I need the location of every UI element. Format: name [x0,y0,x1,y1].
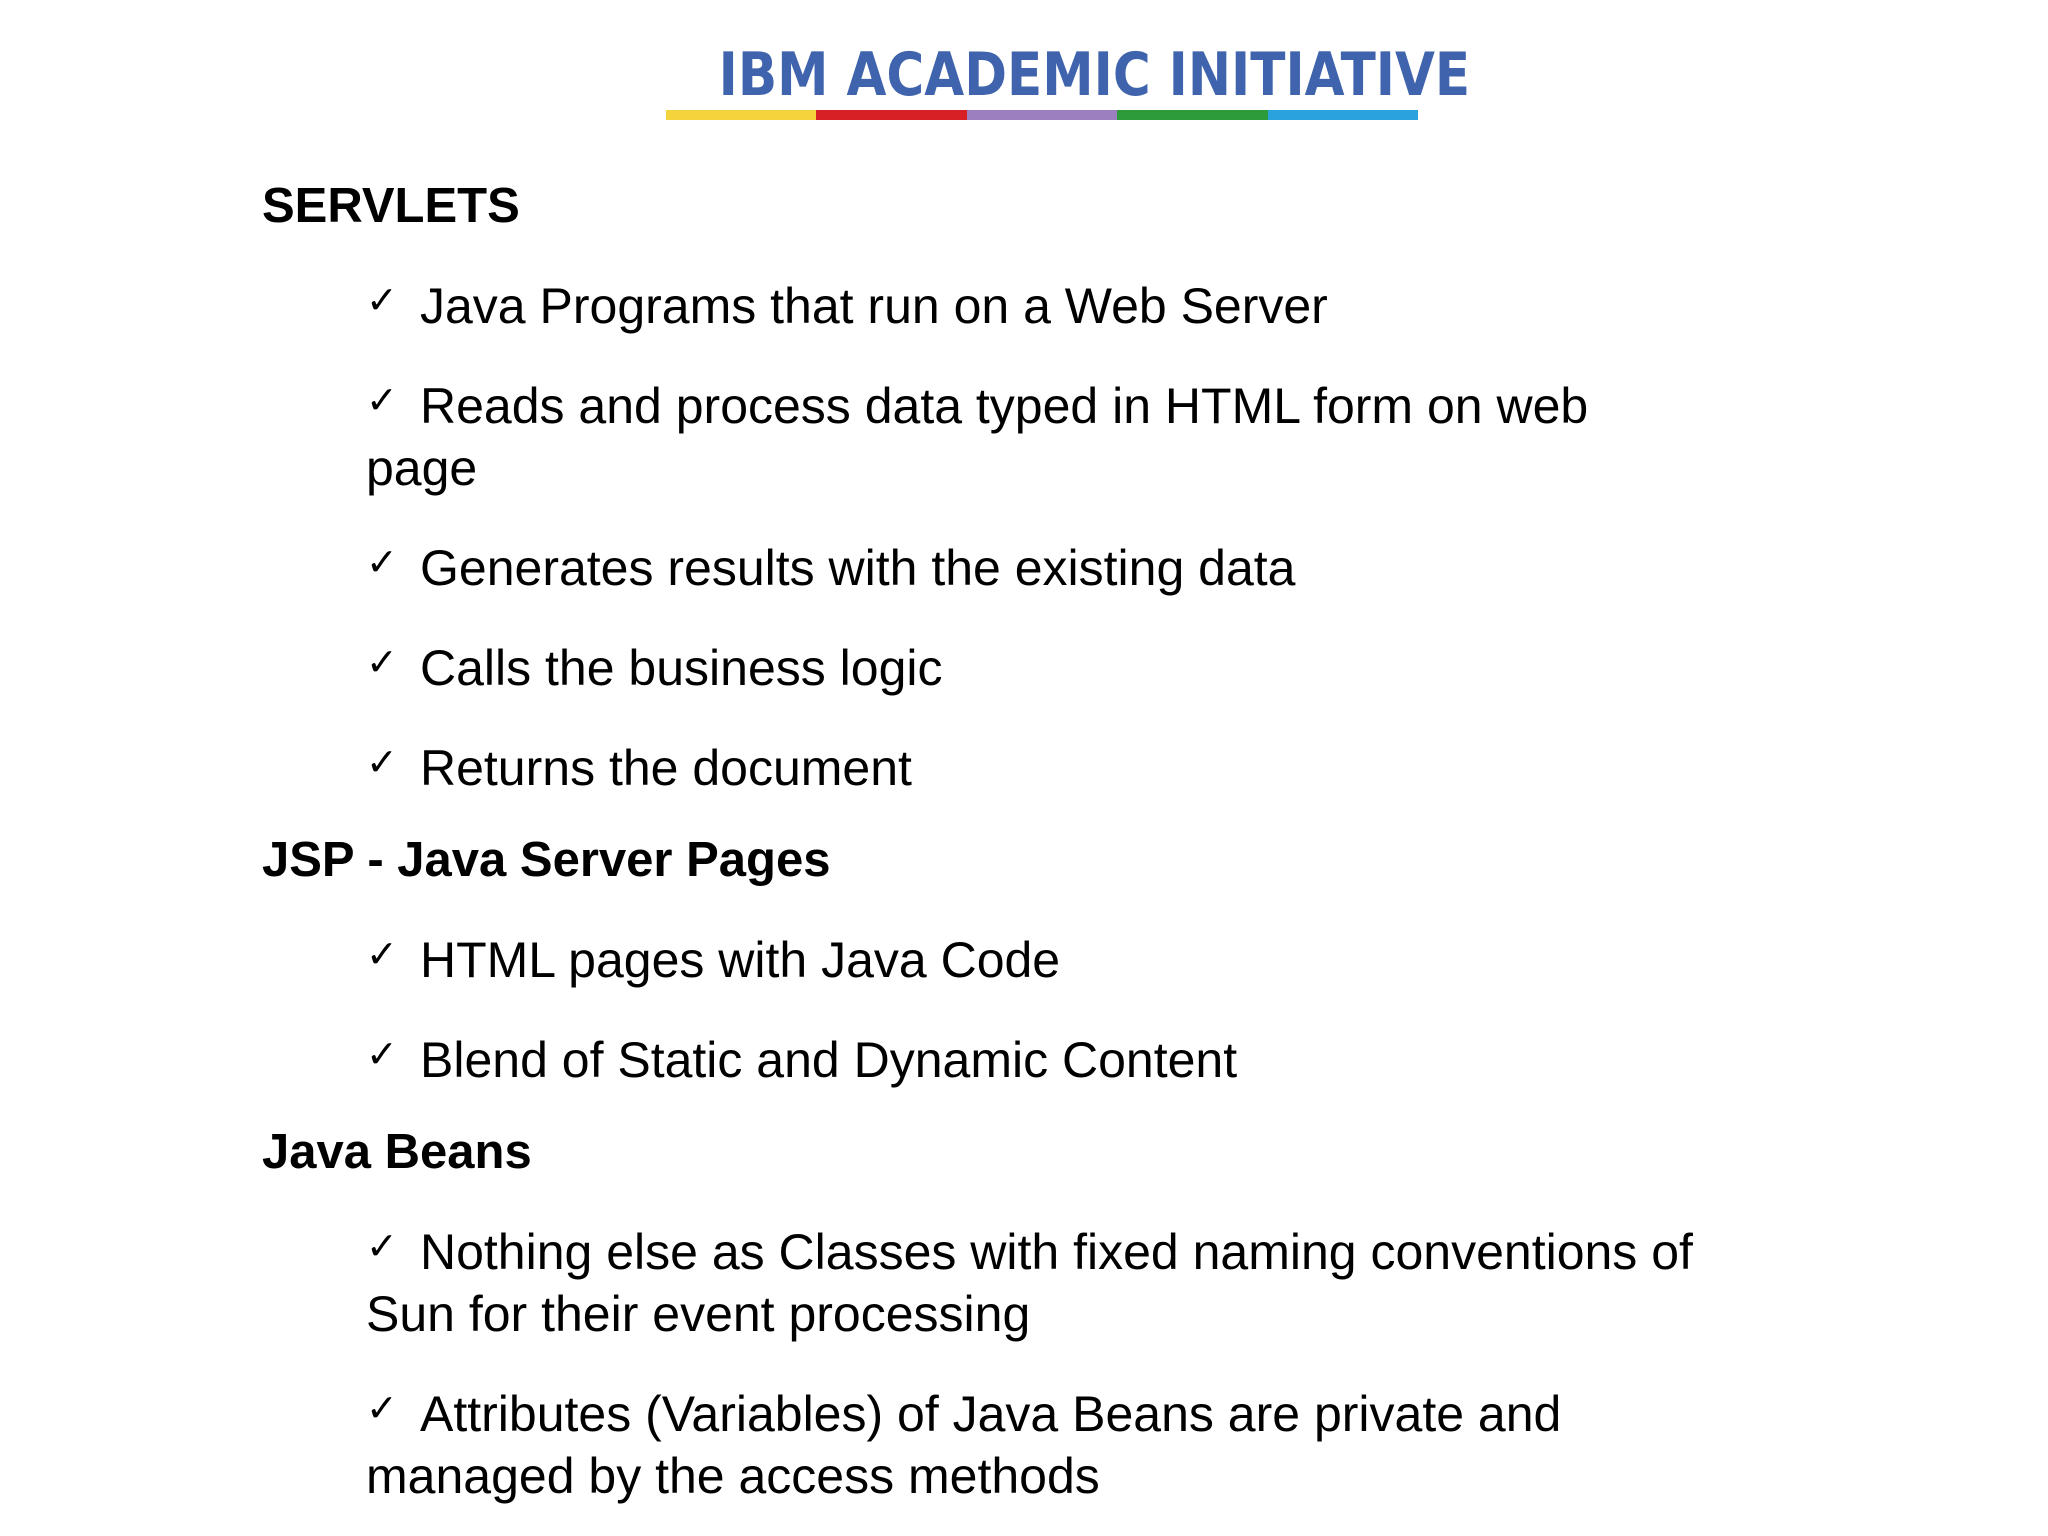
list-item-text: Returns the document [420,740,912,796]
list-item [366,923,1766,991]
checkmark-icon: ✓ [366,932,398,976]
logo-bar-yellow [666,110,816,120]
checkmark-icon: ✓ [366,1032,398,1076]
section-title-servlets: SERVLETS [262,179,520,233]
checkmark-icon: ✓ [366,1386,398,1430]
list-item [366,1023,1766,1091]
list-item [366,1377,1666,1507]
logo-bar-green [1117,110,1267,120]
logo-text: IBM ACADEMIC INITIATIVE [718,40,1471,110]
section-title-jsp: JSP - Java Server Pages [262,833,831,887]
checkmark-icon: ✓ [366,740,398,784]
checkmark-icon: ✓ [366,1224,398,1268]
logo-bar-red [816,110,966,120]
logo-color-bar [666,110,1418,120]
list-item [366,369,1706,499]
checkmark-icon: ✓ [366,378,398,422]
list-item [366,631,1766,699]
section-title-java-beans: Java Beans [262,1125,532,1179]
checkmark-icon: ✓ [366,640,398,684]
checkmark-icon: ✓ [366,540,398,584]
list-item-text: Blend of Static and Dynamic Content [420,1032,1238,1088]
checkmark-icon: ✓ [366,278,398,322]
list-item-text: Java Programs that run on a Web Server [420,278,1328,334]
list-item-text: Reads and process data typed in HTML form on web page [366,378,1589,496]
logo-bar-purple [967,110,1117,120]
list-item-text: Attributes (Variables) of Java Beans are private and managed by the access methods [366,1386,1562,1504]
ibm-academic-initiative-logo [666,40,1471,122]
list-item-text: Generates results with the existing data [420,540,1296,596]
list-item [366,731,1766,799]
logo-bar-blue [1268,110,1418,120]
list-item-text: HTML pages with Java Code [420,932,1061,988]
list-item-text: Nothing else as Classes with fixed naming conventions of Sun for their event processing [366,1224,1693,1342]
slide-content [262,175,1762,1507]
list-item [366,531,1766,599]
list-item [366,1215,1766,1345]
list-item [366,269,1766,337]
list-item-text: Calls the business logic [420,640,943,696]
